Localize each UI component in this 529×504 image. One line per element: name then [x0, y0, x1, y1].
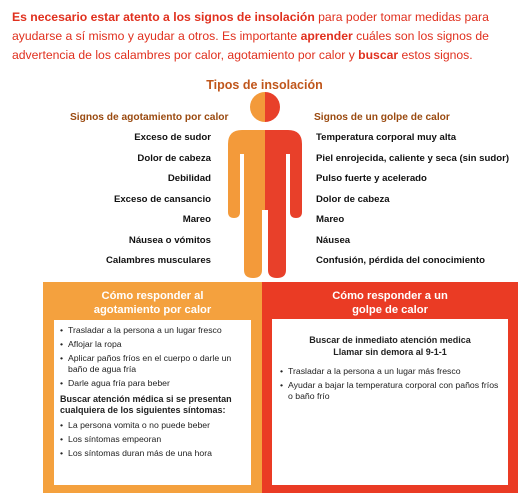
- alert-line: Llamar sin demora al 9-1-1: [333, 346, 447, 357]
- list-item: • Aplicar paños fríos en el cuerpo o darle un baño de agua fría: [60, 353, 245, 375]
- heat-exhaustion-response-title: [43, 289, 262, 317]
- sign-item: Pulso fuerte y acelerado: [316, 173, 427, 184]
- sign-item: Náusea o vómitos: [128, 234, 211, 246]
- sign-item: Exceso de cansancio: [113, 193, 211, 205]
- intro-paragraph: [12, 8, 517, 65]
- title-line: agotamiento por calor: [93, 304, 212, 316]
- sign-item: Dolor de cabeza: [316, 193, 390, 205]
- intro-emphasis-search: buscar: [358, 48, 399, 62]
- response-steps: [280, 366, 500, 402]
- heat-stroke-response-title: [262, 289, 518, 317]
- alert-line: Buscar de inmediato atención medica: [309, 335, 471, 345]
- heat-exhaustion-signs: [106, 132, 211, 276]
- sign-item: Piel enrojecida, caliente y seca (sin sudor): [316, 152, 510, 164]
- title-line: Cómo responder al: [101, 290, 204, 302]
- sign-item: Dolor de cabeza: [137, 152, 211, 164]
- list-item: • Ayudar a bajar la temperatura corporal con paños fríos o baño frío: [280, 380, 500, 402]
- sign-item: Náusea: [316, 234, 351, 246]
- intro-lead: Es necesario estar atento a los signos de insolación: [12, 10, 315, 24]
- sign-item: Mareo: [316, 214, 345, 225]
- list-item: • Trasladar a la persona a un lugar más fresco: [280, 366, 500, 377]
- title-line: Cómo responder a un: [332, 290, 448, 302]
- sign-item: Temperatura corporal muy alta: [316, 132, 457, 143]
- heat-stroke-response-box: [262, 282, 518, 493]
- emergency-alert-text: [280, 335, 500, 358]
- sign-item: Calambres musculares: [105, 255, 211, 266]
- heat-stroke-signs: [316, 132, 509, 276]
- heat-stroke-response-content: [272, 319, 508, 485]
- sign-item: Mareo: [182, 214, 211, 225]
- sign-item: Exceso de sudor: [134, 132, 211, 143]
- intro-emphasis-learn: aprender: [300, 29, 353, 43]
- response-steps: [60, 325, 245, 389]
- list-item: • Darle agua fría para beber: [60, 378, 245, 389]
- intro-text-1: para poder tomar medidas para ayudarse a sí mismo y ayudar a otros. Es importante: [12, 10, 489, 43]
- list-item: • Trasladar a la persona a un lugar fresco: [60, 325, 245, 336]
- intro-text-3: estos signos.: [398, 48, 473, 62]
- heat-exhaustion-response-box: [43, 282, 262, 493]
- intro-text-2: cuáles son los signos de advertencia de los calambres por calor, agotamiento por calor y: [12, 29, 489, 62]
- human-figure-icon: [212, 92, 318, 278]
- title-line: golpe de calor: [352, 304, 428, 316]
- warning-symptoms: [60, 420, 245, 459]
- heat-exhaustion-heading: Signos de agotamiento por calor: [70, 112, 229, 123]
- heat-exhaustion-response-content: [54, 320, 251, 485]
- page-title: Tipos de insolación: [206, 78, 323, 92]
- list-item: • Los síntomas duran más de una hora: [60, 448, 245, 459]
- list-item: • Aflojar la ropa: [60, 339, 245, 350]
- medical-alert-text: Buscar atención médica si se presentan cualquiera de los siguientes síntomas:: [60, 394, 232, 415]
- sign-item: Confusión, pérdida del conocimiento: [316, 255, 485, 266]
- list-item: • La persona vomita o no puede beber: [60, 420, 245, 431]
- list-item: • Los síntomas empeoran: [60, 434, 245, 445]
- sign-item: Debilidad: [167, 173, 211, 184]
- heat-stroke-heading: Signos de un golpe de calor: [314, 112, 450, 123]
